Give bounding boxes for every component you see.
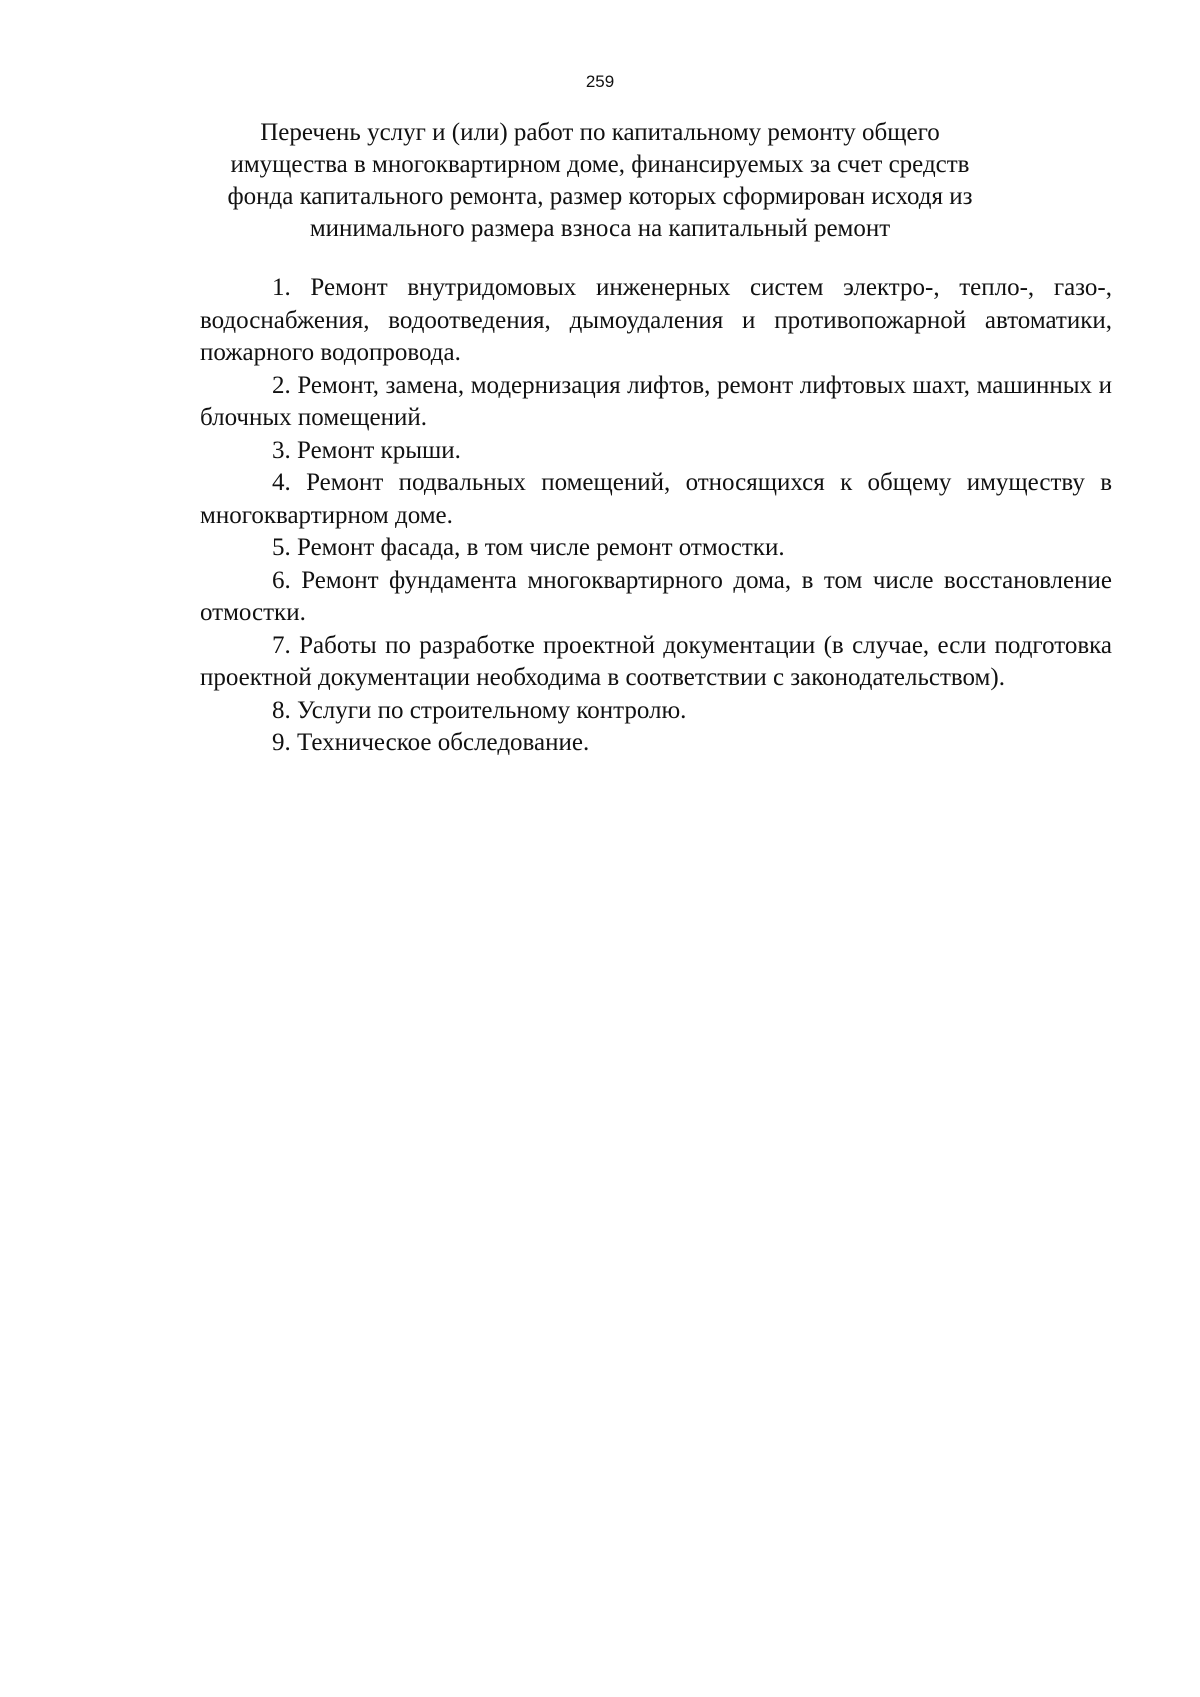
list-item-7: 7. Работы по разработке проектной документации (в случае, если подготовка проектной документации необходима в соответствии с законодательством).: [200, 631, 1112, 691]
title-line-3: фонда капитального ремонта, размер которых сформирован исходя из: [227, 183, 973, 210]
list-item-6: 6. Ремонт фундамента многоквартирного дома, в том числе восстановление отмостки.: [200, 566, 1112, 626]
document-title: [200, 117, 1000, 245]
list-item-1: 1. Ремонт внутридомовых инженерных систем электро-, тепло-, газо-, водоснабжения, водоотведения, дымоудаления и противопожарной автоматики, пожарного водопровода.: [200, 274, 1112, 366]
list-item-4: 4. Ремонт подвальных помещений, относящихся к общему имуществу в многоквартирном доме.: [200, 469, 1112, 529]
list-item-8: 8. Услуги по строительному контролю.: [272, 696, 687, 724]
services-list: [200, 272, 1112, 760]
list-item-2: 2. Ремонт, замена, модернизация лифтов, ремонт лифтовых шахт, машинных и блочных помещений.: [200, 371, 1112, 431]
list-item-5: 5. Ремонт фасада, в том числе ремонт отмостки.: [272, 534, 785, 561]
list-item-9: 9. Техническое обследование.: [272, 729, 590, 756]
title-line-1: Перечень услуг и (или) работ по капитальному ремонту общего: [260, 119, 940, 146]
title-line-2: имущества в многоквартирном доме, финансируемых за счет средств: [230, 151, 970, 178]
title-line-4: минимального размера взноса на капитальный ремонт: [309, 215, 891, 242]
list-item-3: 3. Ремонт крыши.: [272, 436, 461, 464]
page-number: 259: [585, 72, 615, 91]
